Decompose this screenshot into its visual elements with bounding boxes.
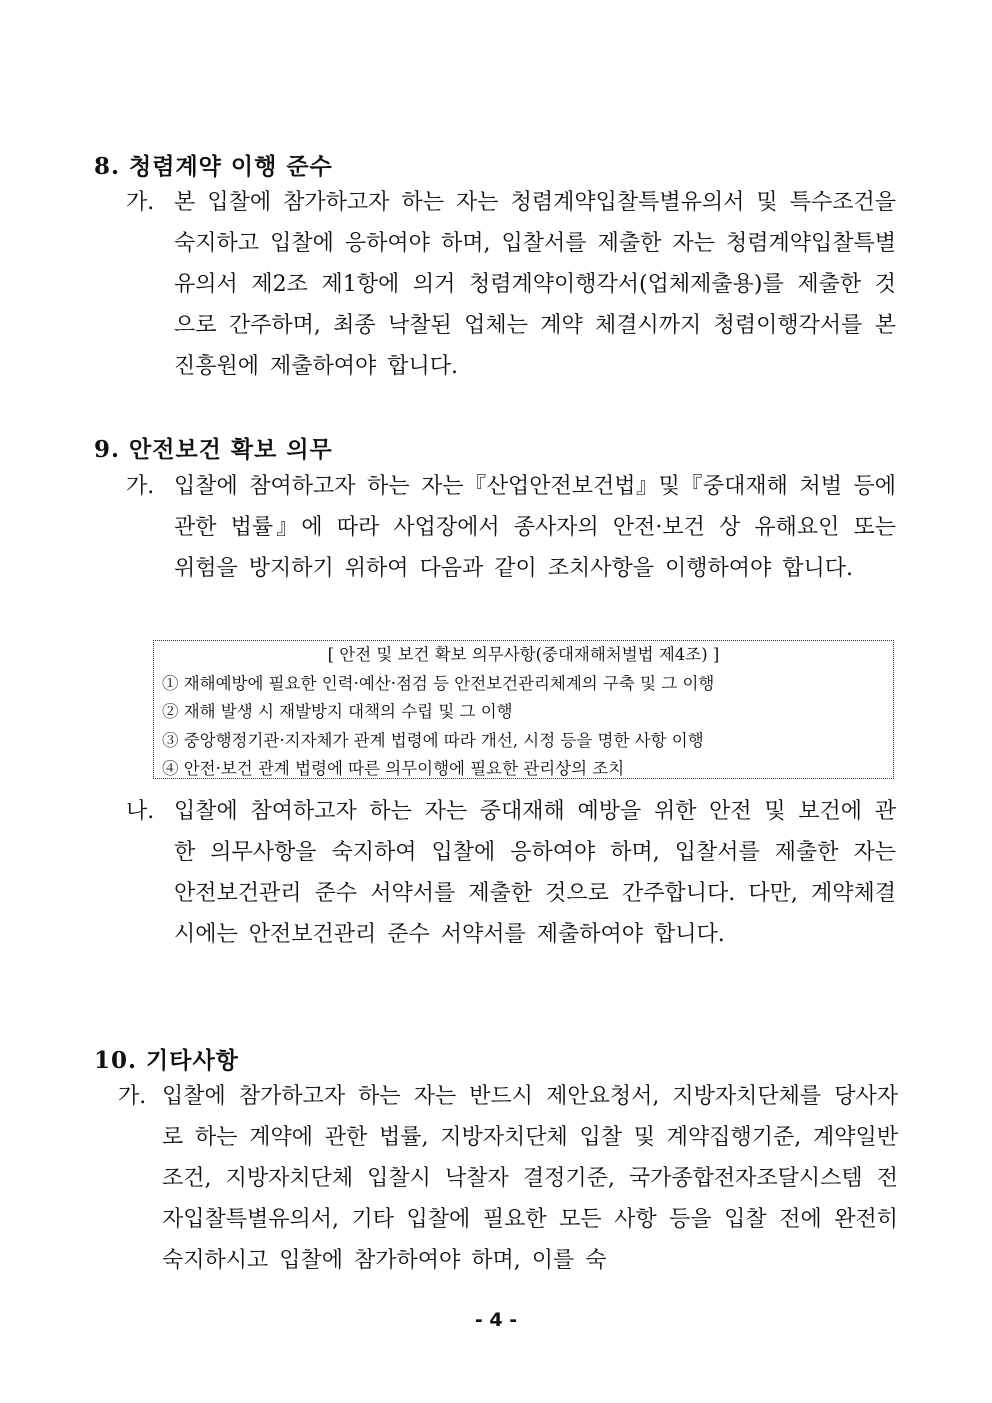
item-text: 입찰에 참가하고자 하는 자는 반드시 제안요청서, 지방자치단체를 당사자로 하는 계약에 관한 법률, 지방자치단체 입찰 및 계약집행기준, 계약일반조건, 지방자치단체 입찰시 낙찰자 결정기준, 국가종합전자조달시스템 전자입찰특별유의서, 기타 입찰에 필요한 모든 사항 등을 입찰 전에 완전히 숙지하시고 입찰에 참가하여야 하며, 이를 숙 [162, 1084, 898, 1273]
page-number: - 4 - [474, 1309, 518, 1331]
item-text: 입찰에 참여하고자 하는 자는 중대재해 예방을 위한 안전 및 보건에 관한 의무사항을 숙지하여 입찰에 응하여야 하며, 입찰서를 제출한 자는 안전보건관리 준수 서약서를 제출한 것으로 간주합니다. 다만, 계약체결 시에는 안전보건관리 준수 서약서를 제출하여야 합니다. [174, 799, 896, 947]
section-8-title: 8. 청렴계약 이행 준수 [94, 153, 333, 180]
item-marker: 가. [118, 1084, 147, 1109]
box-title: [ 안전 및 보건 확보 의무사항(중대재해처벌법 제4조) ] [327, 645, 720, 664]
safety-obligations-box [153, 640, 894, 779]
box-row: ③ 중앙행정기관·지자체가 관계 법령에 따라 개선, 시정 등을 명한 사항 이행 [162, 730, 704, 750]
box-row: ④ 안전·보건 관계 법령에 따른 의무이행에 필요한 관리상의 조치 [162, 759, 625, 778]
box-row: ① 재해예방에 필요한 인력·예산·점검 등 안전보건관리체계의 구축 및 그 이행 [162, 673, 715, 693]
item-marker: 가. [126, 474, 155, 499]
item-marker: 가. [126, 190, 155, 215]
box-row: ② 재해 발생 시 재발방지 대책의 수립 및 그 이행 [162, 702, 513, 721]
item-text: 입찰에 참여하고자 하는 자는『산업안전보건법』및『중대재해 처벌 등에 관한 법률』에 따라 사업장에서 종사자의 안전·보건 상 유해요인 또는 위험을 방지하기 위하여 다음과 같이 조치사항을 이행하여야 합니다. [174, 474, 896, 581]
section-8-item-ga [126, 182, 896, 387]
section-9-title: 9. 안전보건 확보 의무 [94, 436, 333, 463]
item-text: 본 입찰에 참가하고자 하는 자는 청렴계약입찰특별유의서 및 특수조건을 숙지하고 입찰에 응하여야 하며, 입찰서를 제출한 자는 청렴계약입찰특별유의서 제2조 제1항에 의거 청렴계약이행각서(업체제출용)를 제출한 것으로 간주하며, 최종 낙찰된 업체는 계약 체결시까지 청렴이행각서를 본 진흥원에 제출하여야 합니다. [174, 190, 896, 379]
section-10-title: 10. 기타사항 [94, 1047, 239, 1074]
item-marker: 나. [126, 799, 155, 824]
section-10-item-ga [118, 1076, 898, 1281]
section-9-item-na [126, 791, 896, 955]
section-9-item-ga [126, 466, 896, 589]
